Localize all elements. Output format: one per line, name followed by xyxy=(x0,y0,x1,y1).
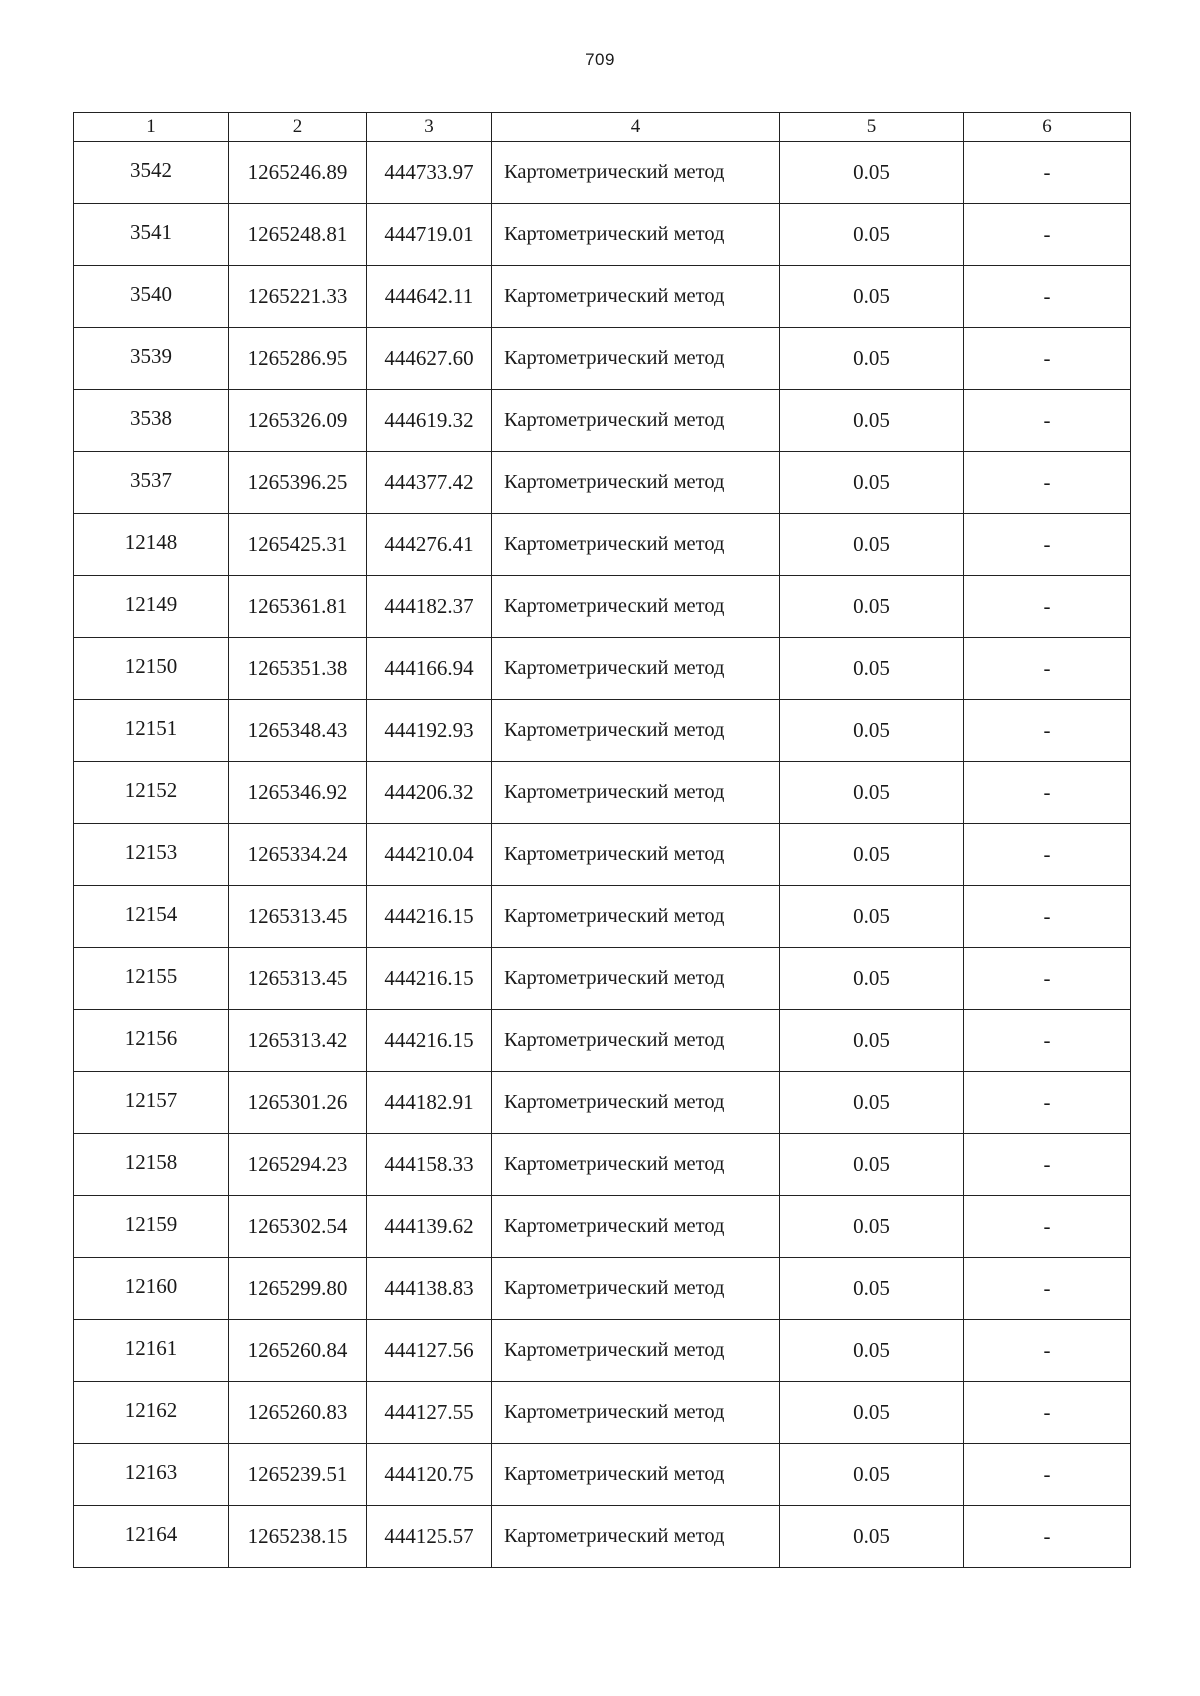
cell-accuracy: 0.05 xyxy=(780,576,964,638)
cell-coordinate-y: 444642.11 xyxy=(367,266,492,328)
cell-method: Картометрический метод xyxy=(492,452,780,514)
cell-method: Картометрический метод xyxy=(492,1320,780,1382)
cell-point-number: 3540 xyxy=(74,266,229,328)
cell-coordinate-y: 444120.75 xyxy=(367,1444,492,1506)
cell-accuracy: 0.05 xyxy=(780,266,964,328)
cell-coordinate-y: 444216.15 xyxy=(367,886,492,948)
cell-note: - xyxy=(964,204,1131,266)
cell-coordinate-x: 1265301.26 xyxy=(229,1072,367,1134)
cell-point-number: 3537 xyxy=(74,452,229,514)
column-header-3: 3 xyxy=(367,113,492,142)
cell-method: Картометрический метод xyxy=(492,514,780,576)
cell-point-number: 3538 xyxy=(74,390,229,452)
cell-note: - xyxy=(964,1134,1131,1196)
table-header xyxy=(74,113,1131,142)
cell-note: - xyxy=(964,824,1131,886)
cell-point-number: 12148 xyxy=(74,514,229,576)
cell-note: - xyxy=(964,1072,1131,1134)
cell-coordinate-y: 444627.60 xyxy=(367,328,492,390)
cell-coordinate-y: 444619.32 xyxy=(367,390,492,452)
cell-method: Картометрический метод xyxy=(492,762,780,824)
cell-note: - xyxy=(964,266,1131,328)
cell-coordinate-y: 444733.97 xyxy=(367,142,492,204)
cell-point-number: 12157 xyxy=(74,1072,229,1134)
cell-note: - xyxy=(964,762,1131,824)
cell-point-number: 12153 xyxy=(74,824,229,886)
cell-coordinate-x: 1265313.45 xyxy=(229,886,367,948)
column-header-2: 2 xyxy=(229,113,367,142)
cell-coordinate-y: 444125.57 xyxy=(367,1506,492,1568)
cell-method: Картометрический метод xyxy=(492,700,780,762)
cell-method: Картометрический метод xyxy=(492,948,780,1010)
table-row xyxy=(74,1444,1131,1506)
cell-point-number: 12150 xyxy=(74,638,229,700)
table-row xyxy=(74,1196,1131,1258)
cell-coordinate-x: 1265348.43 xyxy=(229,700,367,762)
cell-coordinate-y: 444139.62 xyxy=(367,1196,492,1258)
cell-note: - xyxy=(964,700,1131,762)
cell-coordinate-y: 444127.56 xyxy=(367,1320,492,1382)
table-row xyxy=(74,1134,1131,1196)
cell-note: - xyxy=(964,142,1131,204)
cell-point-number: 12160 xyxy=(74,1258,229,1320)
cell-coordinate-x: 1265294.23 xyxy=(229,1134,367,1196)
cell-accuracy: 0.05 xyxy=(780,328,964,390)
cell-accuracy: 0.05 xyxy=(780,1010,964,1072)
cell-coordinate-y: 444719.01 xyxy=(367,204,492,266)
cell-method: Картометрический метод xyxy=(492,1134,780,1196)
cell-point-number: 12159 xyxy=(74,1196,229,1258)
table-row xyxy=(74,1382,1131,1444)
cell-coordinate-y: 444127.55 xyxy=(367,1382,492,1444)
cell-method: Картометрический метод xyxy=(492,1444,780,1506)
cell-coordinate-x: 1265326.09 xyxy=(229,390,367,452)
cell-coordinate-y: 444206.32 xyxy=(367,762,492,824)
cell-note: - xyxy=(964,328,1131,390)
cell-point-number: 3542 xyxy=(74,142,229,204)
cell-point-number: 3541 xyxy=(74,204,229,266)
cell-method: Картометрический метод xyxy=(492,204,780,266)
cell-coordinate-y: 444166.94 xyxy=(367,638,492,700)
cell-coordinate-x: 1265396.25 xyxy=(229,452,367,514)
cell-accuracy: 0.05 xyxy=(780,700,964,762)
cell-coordinate-x: 1265425.31 xyxy=(229,514,367,576)
cell-accuracy: 0.05 xyxy=(780,762,964,824)
cell-coordinate-x: 1265351.38 xyxy=(229,638,367,700)
cell-note: - xyxy=(964,1196,1131,1258)
cell-accuracy: 0.05 xyxy=(780,390,964,452)
cell-method: Картометрический метод xyxy=(492,1010,780,1072)
cell-method: Картометрический метод xyxy=(492,266,780,328)
cell-note: - xyxy=(964,1010,1131,1072)
cell-method: Картометрический метод xyxy=(492,1506,780,1568)
cell-point-number: 12152 xyxy=(74,762,229,824)
cell-method: Картометрический метод xyxy=(492,576,780,638)
cell-method: Картометрический метод xyxy=(492,824,780,886)
table-row xyxy=(74,1010,1131,1072)
cell-accuracy: 0.05 xyxy=(780,452,964,514)
cell-method: Картометрический метод xyxy=(492,1382,780,1444)
cell-coordinate-y: 444216.15 xyxy=(367,948,492,1010)
cell-coordinate-x: 1265260.84 xyxy=(229,1320,367,1382)
cell-coordinate-x: 1265221.33 xyxy=(229,266,367,328)
cell-point-number: 12155 xyxy=(74,948,229,1010)
table-row xyxy=(74,1258,1131,1320)
table-row xyxy=(74,142,1131,204)
cell-coordinate-x: 1265239.51 xyxy=(229,1444,367,1506)
table-row xyxy=(74,700,1131,762)
cell-coordinate-y: 444192.93 xyxy=(367,700,492,762)
cell-note: - xyxy=(964,1382,1131,1444)
cell-accuracy: 0.05 xyxy=(780,1196,964,1258)
table-row xyxy=(74,824,1131,886)
cell-method: Картометрический метод xyxy=(492,1072,780,1134)
cell-method: Картометрический метод xyxy=(492,886,780,948)
cell-note: - xyxy=(964,1444,1131,1506)
cell-note: - xyxy=(964,1320,1131,1382)
table-row xyxy=(74,638,1131,700)
cell-note: - xyxy=(964,452,1131,514)
column-header-4: 4 xyxy=(492,113,780,142)
cell-note: - xyxy=(964,576,1131,638)
column-header-5: 5 xyxy=(780,113,964,142)
column-header-6: 6 xyxy=(964,113,1131,142)
cell-accuracy: 0.05 xyxy=(780,1134,964,1196)
cell-coordinate-y: 444138.83 xyxy=(367,1258,492,1320)
cell-point-number: 12161 xyxy=(74,1320,229,1382)
cell-note: - xyxy=(964,390,1131,452)
cell-note: - xyxy=(964,1506,1131,1568)
table-row xyxy=(74,1506,1131,1568)
table-row xyxy=(74,762,1131,824)
cell-accuracy: 0.05 xyxy=(780,886,964,948)
table-body xyxy=(74,142,1131,1568)
cell-accuracy: 0.05 xyxy=(780,1444,964,1506)
cell-accuracy: 0.05 xyxy=(780,204,964,266)
cell-method: Картометрический метод xyxy=(492,638,780,700)
cell-coordinate-y: 444377.42 xyxy=(367,452,492,514)
cell-coordinate-y: 444158.33 xyxy=(367,1134,492,1196)
cell-point-number: 3539 xyxy=(74,328,229,390)
cell-accuracy: 0.05 xyxy=(780,638,964,700)
cell-coordinate-x: 1265238.15 xyxy=(229,1506,367,1568)
table-row xyxy=(74,1072,1131,1134)
cell-method: Картометрический метод xyxy=(492,328,780,390)
page-number: 709 xyxy=(585,50,615,69)
cell-point-number: 12158 xyxy=(74,1134,229,1196)
cell-accuracy: 0.05 xyxy=(780,142,964,204)
cell-point-number: 12149 xyxy=(74,576,229,638)
table-row xyxy=(74,266,1131,328)
column-header-1: 1 xyxy=(74,113,229,142)
coordinates-table xyxy=(73,112,1131,1568)
cell-coordinate-x: 1265299.80 xyxy=(229,1258,367,1320)
cell-method: Картометрический метод xyxy=(492,142,780,204)
cell-coordinate-x: 1265248.81 xyxy=(229,204,367,266)
cell-point-number: 12151 xyxy=(74,700,229,762)
table-row xyxy=(74,948,1131,1010)
cell-accuracy: 0.05 xyxy=(780,1382,964,1444)
cell-coordinate-y: 444216.15 xyxy=(367,1010,492,1072)
header-row xyxy=(74,113,1131,142)
cell-coordinate-x: 1265334.24 xyxy=(229,824,367,886)
cell-method: Картометрический метод xyxy=(492,1196,780,1258)
cell-note: - xyxy=(964,638,1131,700)
cell-accuracy: 0.05 xyxy=(780,824,964,886)
cell-point-number: 12154 xyxy=(74,886,229,948)
table-row xyxy=(74,328,1131,390)
cell-coordinate-y: 444182.91 xyxy=(367,1072,492,1134)
table-row xyxy=(74,514,1131,576)
cell-coordinate-x: 1265246.89 xyxy=(229,142,367,204)
table-row xyxy=(74,452,1131,514)
cell-accuracy: 0.05 xyxy=(780,1506,964,1568)
table-row xyxy=(74,1320,1131,1382)
cell-point-number: 12163 xyxy=(74,1444,229,1506)
cell-coordinate-x: 1265260.83 xyxy=(229,1382,367,1444)
cell-coordinate-y: 444182.37 xyxy=(367,576,492,638)
cell-coordinate-x: 1265302.54 xyxy=(229,1196,367,1258)
cell-coordinate-x: 1265313.42 xyxy=(229,1010,367,1072)
table-row xyxy=(74,886,1131,948)
cell-point-number: 12164 xyxy=(74,1506,229,1568)
table-row xyxy=(74,576,1131,638)
cell-point-number: 12156 xyxy=(74,1010,229,1072)
table-row xyxy=(74,390,1131,452)
cell-note: - xyxy=(964,514,1131,576)
cell-coordinate-x: 1265286.95 xyxy=(229,328,367,390)
cell-method: Картометрический метод xyxy=(492,1258,780,1320)
cell-accuracy: 0.05 xyxy=(780,948,964,1010)
cell-coordinate-x: 1265313.45 xyxy=(229,948,367,1010)
cell-note: - xyxy=(964,886,1131,948)
cell-coordinate-x: 1265361.81 xyxy=(229,576,367,638)
cell-coordinate-x: 1265346.92 xyxy=(229,762,367,824)
cell-accuracy: 0.05 xyxy=(780,1258,964,1320)
cell-point-number: 12162 xyxy=(74,1382,229,1444)
table-row xyxy=(74,204,1131,266)
cell-accuracy: 0.05 xyxy=(780,1320,964,1382)
cell-method: Картометрический метод xyxy=(492,390,780,452)
cell-note: - xyxy=(964,1258,1131,1320)
cell-accuracy: 0.05 xyxy=(780,514,964,576)
cell-accuracy: 0.05 xyxy=(780,1072,964,1134)
cell-coordinate-y: 444276.41 xyxy=(367,514,492,576)
cell-note: - xyxy=(964,948,1131,1010)
cell-coordinate-y: 444210.04 xyxy=(367,824,492,886)
